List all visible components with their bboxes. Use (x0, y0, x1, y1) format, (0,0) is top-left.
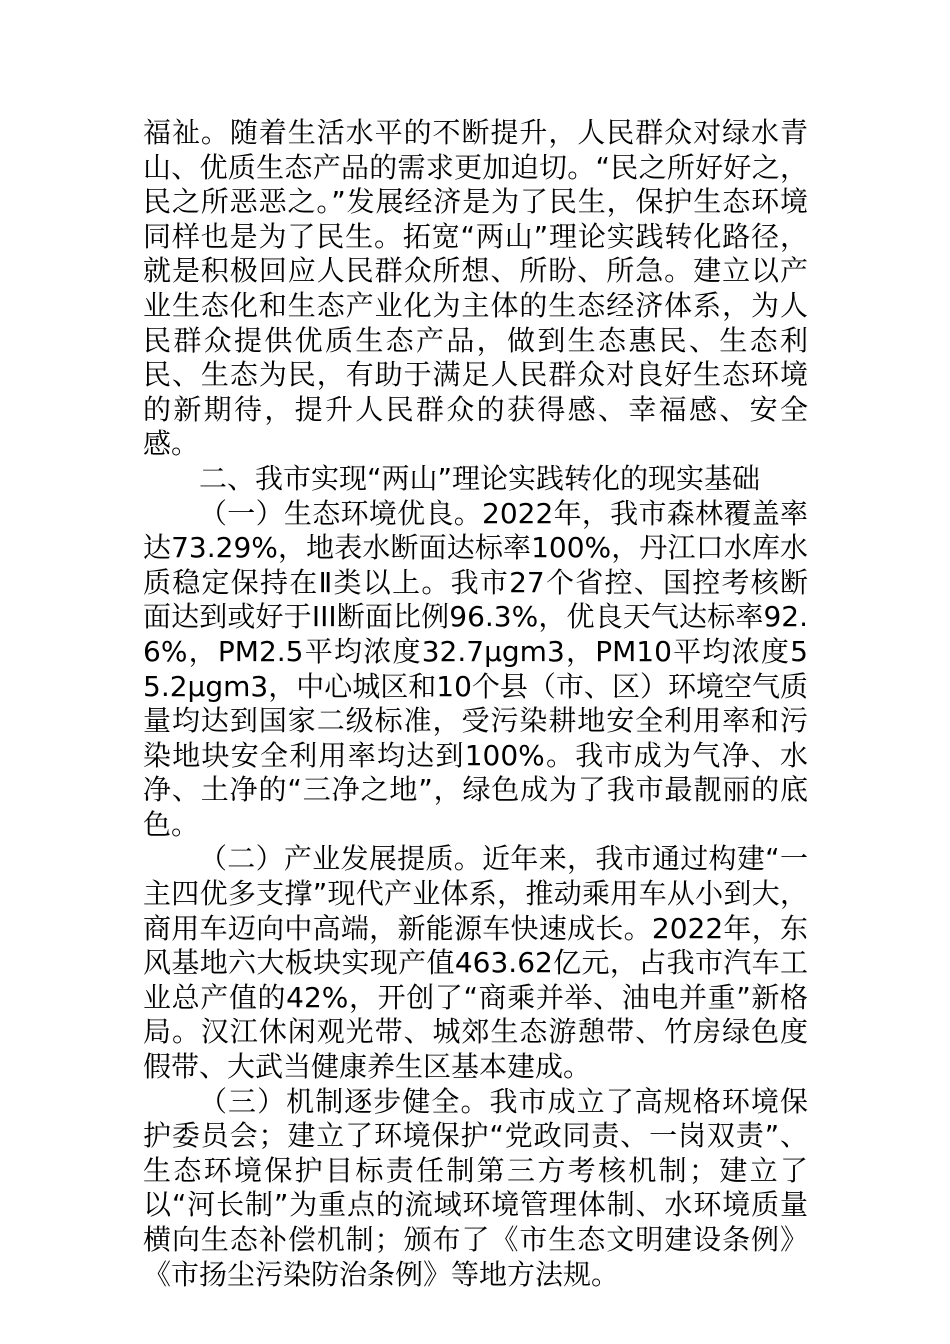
body-paragraph-welfare: 福祉。随着生活水平的不断提升，人民群众对绿水青山、优质生态产品的需求更加迫切。“民之所好好之，民之所恶恶之。”发展经济是为了民生，保护生态环境同样也是为了民生。拓宽“两山”理论实践转化路径，就是积极回应人民群众所想、所盼、所急。建立以产业生态化和生态产业化为主体的生态经济体系，为人民群众提供优质生态产品，做到生态惠民、生态利民、生态为民，有助于满足人民群众对良好生态环境的新期待，提升人民群众的获得感、幸福感、安全感。 (143, 116, 808, 461)
document-body (143, 116, 808, 1292)
body-paragraph-mechanism: （三）机制逐步健全。我市成立了高规格环境保护委员会；建立了环境保护“党政同责、一岗双责”、生态环境保护目标责任制第三方考核机制；建立了以“河长制”为重点的流域环境管理体制、水环境质量横向生态补偿机制；颁布了《市生态文明建设条例》《市扬尘污染防治条例》等地方法规。 (143, 1084, 808, 1291)
section-heading-two: 二、我市实现“两山”理论实践转化的现实基础 (199, 461, 761, 495)
body-paragraph-ecology: （一）生态环境优良。2022年，我市森林覆盖率达73.29%，地表水断面达标率100%，丹江口水库水质稳定保持在Ⅱ类以上。我市27个省控、国控考核断面达到或好于III断面比例96.3%，优良天气达标率92.6%，PM2.5平均浓度32.7μgm3，PM10平均浓度55.2μgm3，中心城区和10个县（市、区）环境空气质量均达到国家二级标准，受污染耕地安全利用率和污染地块安全利用率均达到100%。我市成为气净、水净、土净的“三净之地”，绿色成为了我市最靓丽的底色。 (143, 496, 808, 841)
body-paragraph-industry: （二）产业发展提质。近年来，我市通过构建“一主四优多支撑”现代产业体系，推动乘用车从小到大，商用车迈向中高端，新能源车快速成长。2022年，东风基地六大板块实现产值463.62亿元，占我市汽车工业总产值的42%，开创了“商乘并举、油电并重”新格局。汉江休闲观光带、城郊生态游憩带、竹房绿色度假带、大武当健康养生区基本建成。 (143, 842, 808, 1084)
